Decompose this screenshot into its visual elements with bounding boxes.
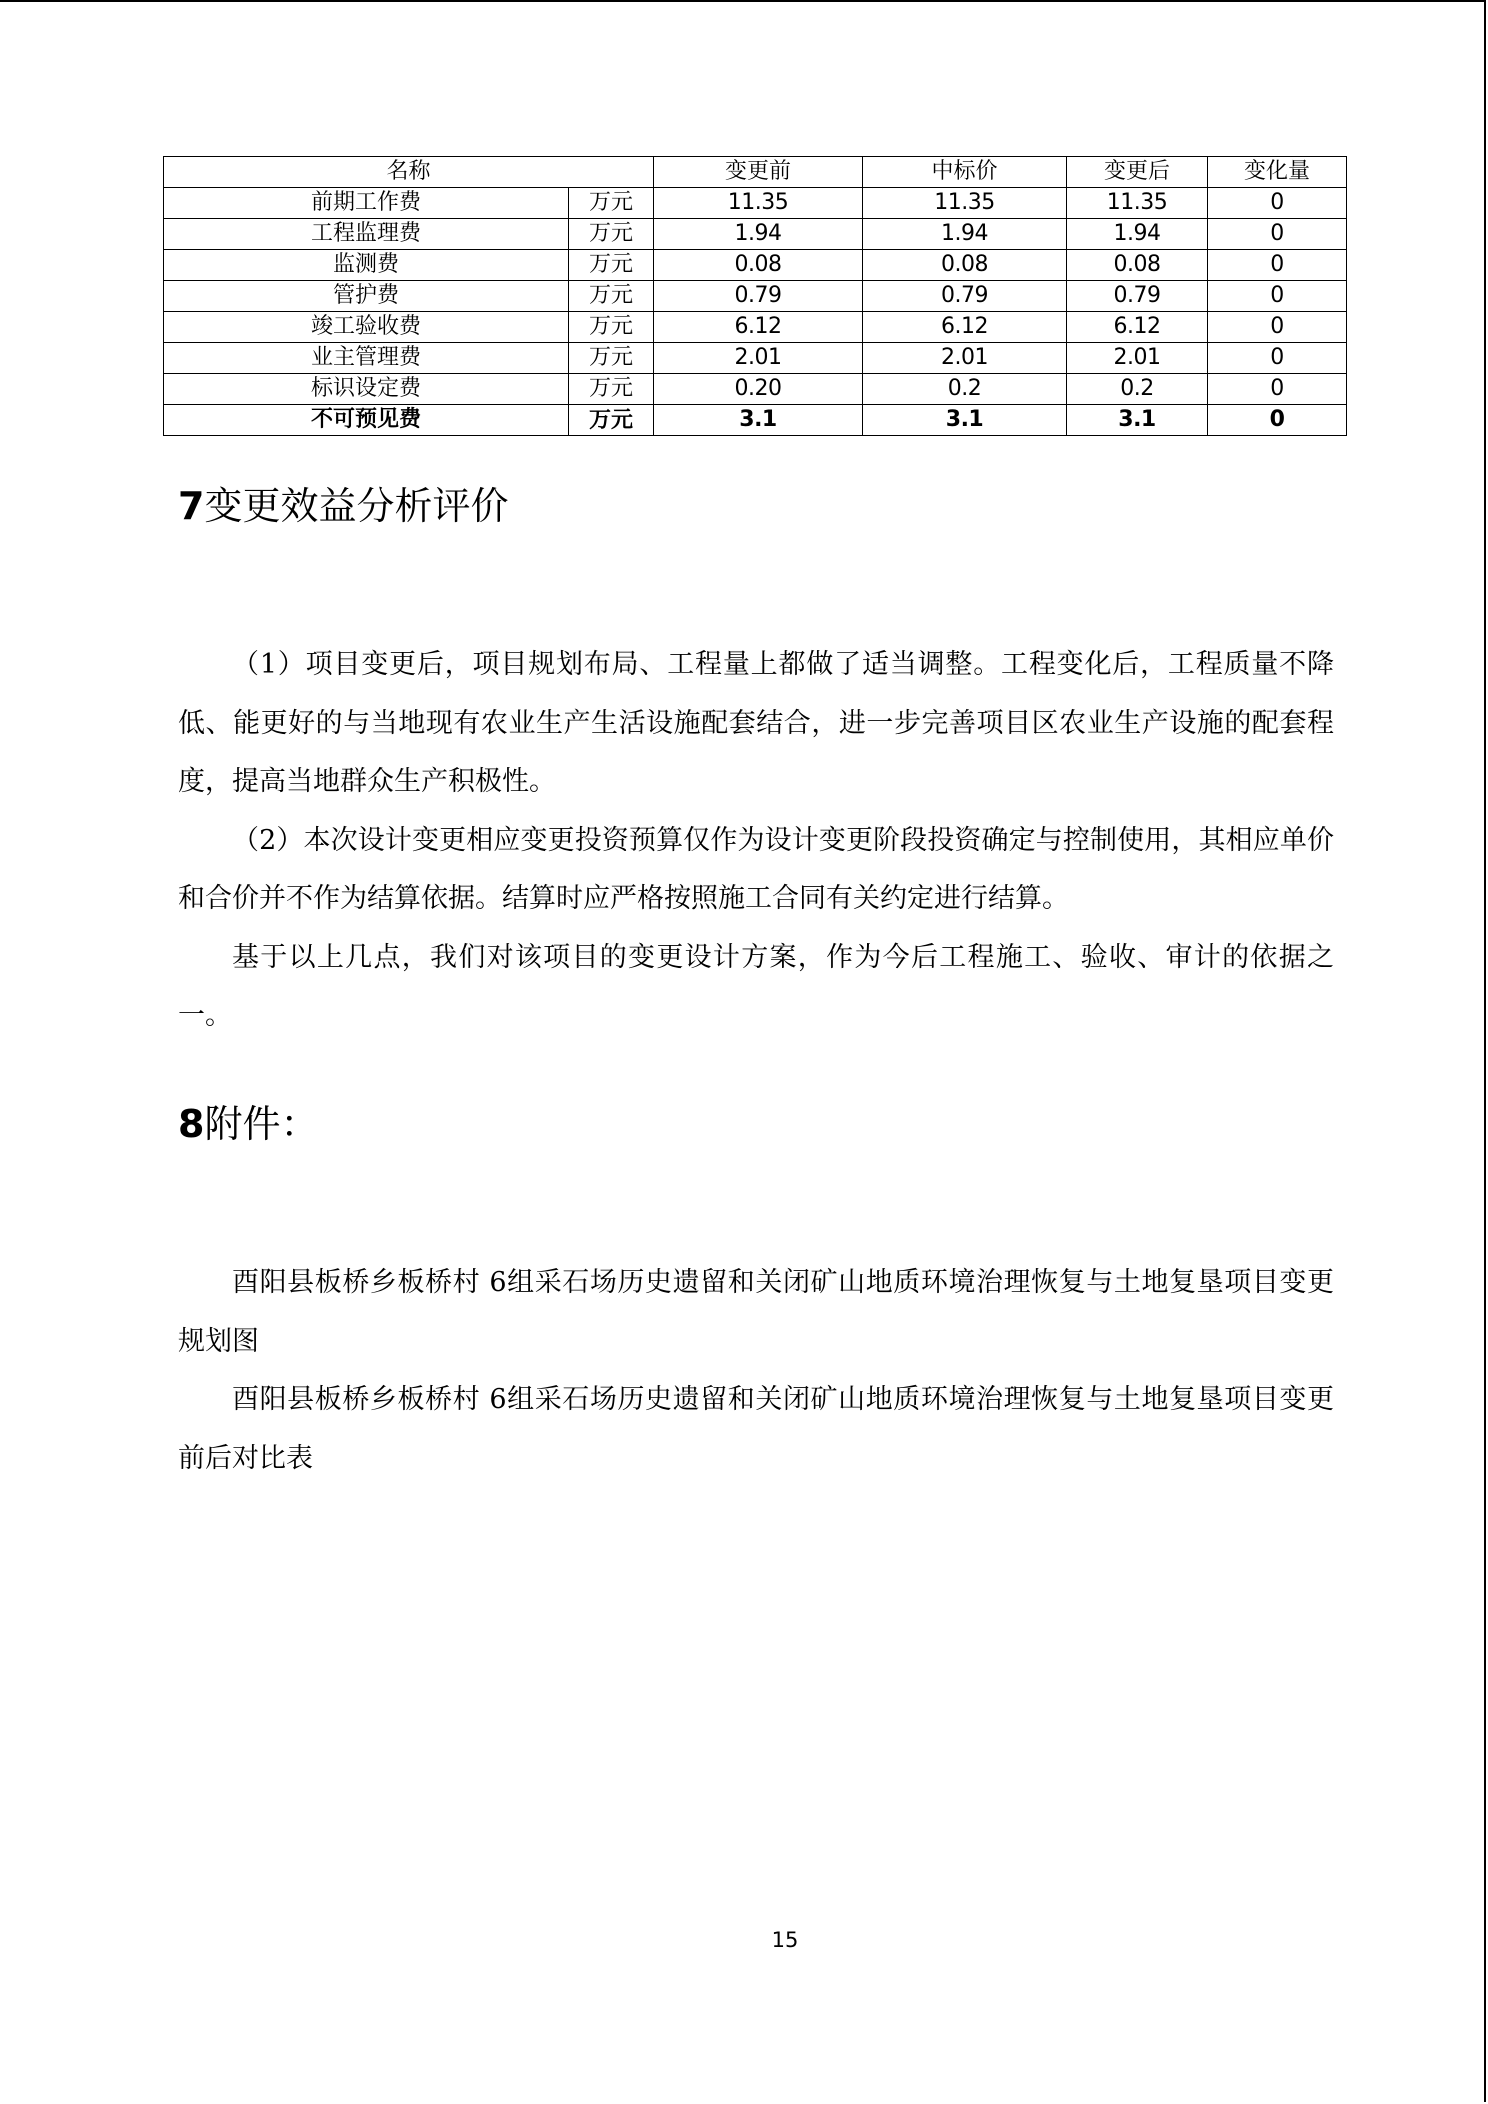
row-name: 标识设定费: [164, 374, 569, 405]
table-header-row: [164, 157, 1347, 188]
row-before: 0.20: [654, 374, 863, 405]
row-before: 0.08: [654, 250, 863, 281]
table-row: [164, 343, 1347, 374]
row-change: 0: [1208, 343, 1347, 374]
table-row: [164, 219, 1347, 250]
row-after: 11.35: [1067, 188, 1208, 219]
row-name: 管护费: [164, 281, 569, 312]
row-after: 1.94: [1067, 219, 1208, 250]
row-before: 2.01: [654, 343, 863, 374]
row-unit: 万元: [569, 343, 654, 374]
row-bid: 2.01: [863, 343, 1067, 374]
section-7-number: 7: [178, 484, 205, 528]
row-after: 6.12: [1067, 312, 1208, 343]
paragraph: 基于以上几点，我们对该项目的变更设计方案，作为今后工程施工、验收、审计的依据之一。: [178, 941, 1334, 1031]
row-after: 2.01: [1067, 343, 1208, 374]
table-row: [164, 188, 1347, 219]
row-bid: 1.94: [863, 219, 1067, 250]
row-name: 前期工作费: [164, 188, 569, 219]
row-name: 竣工验收费: [164, 312, 569, 343]
section-8-number: 8: [178, 1102, 205, 1146]
row-before: 0.79: [654, 281, 863, 312]
section-7-body: [178, 636, 1334, 1046]
row-name: 工程监理费: [164, 219, 569, 250]
section-7-title: 变更效益分析评价: [204, 484, 509, 528]
row-name: 不可预见费: [164, 405, 569, 436]
row-change: 0: [1208, 219, 1347, 250]
row-unit: 万元: [569, 405, 654, 436]
row-after: 0.79: [1067, 281, 1208, 312]
header-after: 变更后: [1067, 157, 1208, 188]
row-change: 0: [1208, 250, 1347, 281]
row-bid: 11.35: [863, 188, 1067, 219]
section-8-title: 附件：: [204, 1102, 319, 1146]
row-unit: 万元: [569, 219, 654, 250]
table-row-total: [164, 405, 1347, 436]
row-change: 0: [1208, 405, 1347, 436]
row-before: 1.94: [654, 219, 863, 250]
row-before: 3.1: [654, 405, 863, 436]
section-7-heading: [178, 481, 508, 531]
section-8-heading: [178, 1099, 318, 1149]
row-bid: 0.2: [863, 374, 1067, 405]
row-bid: 6.12: [863, 312, 1067, 343]
row-after: 0.08: [1067, 250, 1208, 281]
row-before: 6.12: [654, 312, 863, 343]
row-change: 0: [1208, 374, 1347, 405]
row-after: 0.2: [1067, 374, 1208, 405]
cost-comparison-table: [163, 156, 1347, 436]
header-bid: 中标价: [863, 157, 1067, 188]
header-change: 变化量: [1208, 157, 1347, 188]
header-before: 变更前: [654, 157, 863, 188]
row-bid: 0.08: [863, 250, 1067, 281]
row-after: 3.1: [1067, 405, 1208, 436]
header-name: 名称: [164, 157, 654, 188]
section-8-body: [178, 1254, 1334, 1488]
row-change: 0: [1208, 188, 1347, 219]
attachment-item: 酉阳县板桥乡板桥村 6组采石场历史遗留和关闭矿山地质环境治理恢复与土地复垦项目变更前后对比表: [178, 1384, 1334, 1474]
row-before: 11.35: [654, 188, 863, 219]
row-unit: 万元: [569, 250, 654, 281]
table-row: [164, 281, 1347, 312]
paragraph: （1）项目变更后，项目规划布局、工程量上都做了适当调整。工程变化后，工程质量不降低、能更好的与当地现有农业生产生活设施配套结合，进一步完善项目区农业生产设施的配套程度，提高当地群众生产积极性。: [178, 649, 1334, 797]
row-unit: 万元: [569, 374, 654, 405]
row-name: 监测费: [164, 250, 569, 281]
row-bid: 3.1: [863, 405, 1067, 436]
row-change: 0: [1208, 312, 1347, 343]
row-unit: 万元: [569, 281, 654, 312]
row-bid: 0.79: [863, 281, 1067, 312]
row-unit: 万元: [569, 312, 654, 343]
row-unit: 万元: [569, 188, 654, 219]
table-row: [164, 374, 1347, 405]
table-row: [164, 250, 1347, 281]
page-number: 15: [771, 1928, 799, 1952]
attachment-item: 酉阳县板桥乡板桥村 6组采石场历史遗留和关闭矿山地质环境治理恢复与土地复垦项目变更规划图: [178, 1267, 1334, 1357]
row-change: 0: [1208, 281, 1347, 312]
table-row: [164, 312, 1347, 343]
row-name: 业主管理费: [164, 343, 569, 374]
paragraph: （2）本次设计变更相应变更投资预算仅作为设计变更阶段投资确定与控制使用，其相应单价和合价并不作为结算依据。结算时应严格按照施工合同有关约定进行结算。: [178, 824, 1334, 914]
